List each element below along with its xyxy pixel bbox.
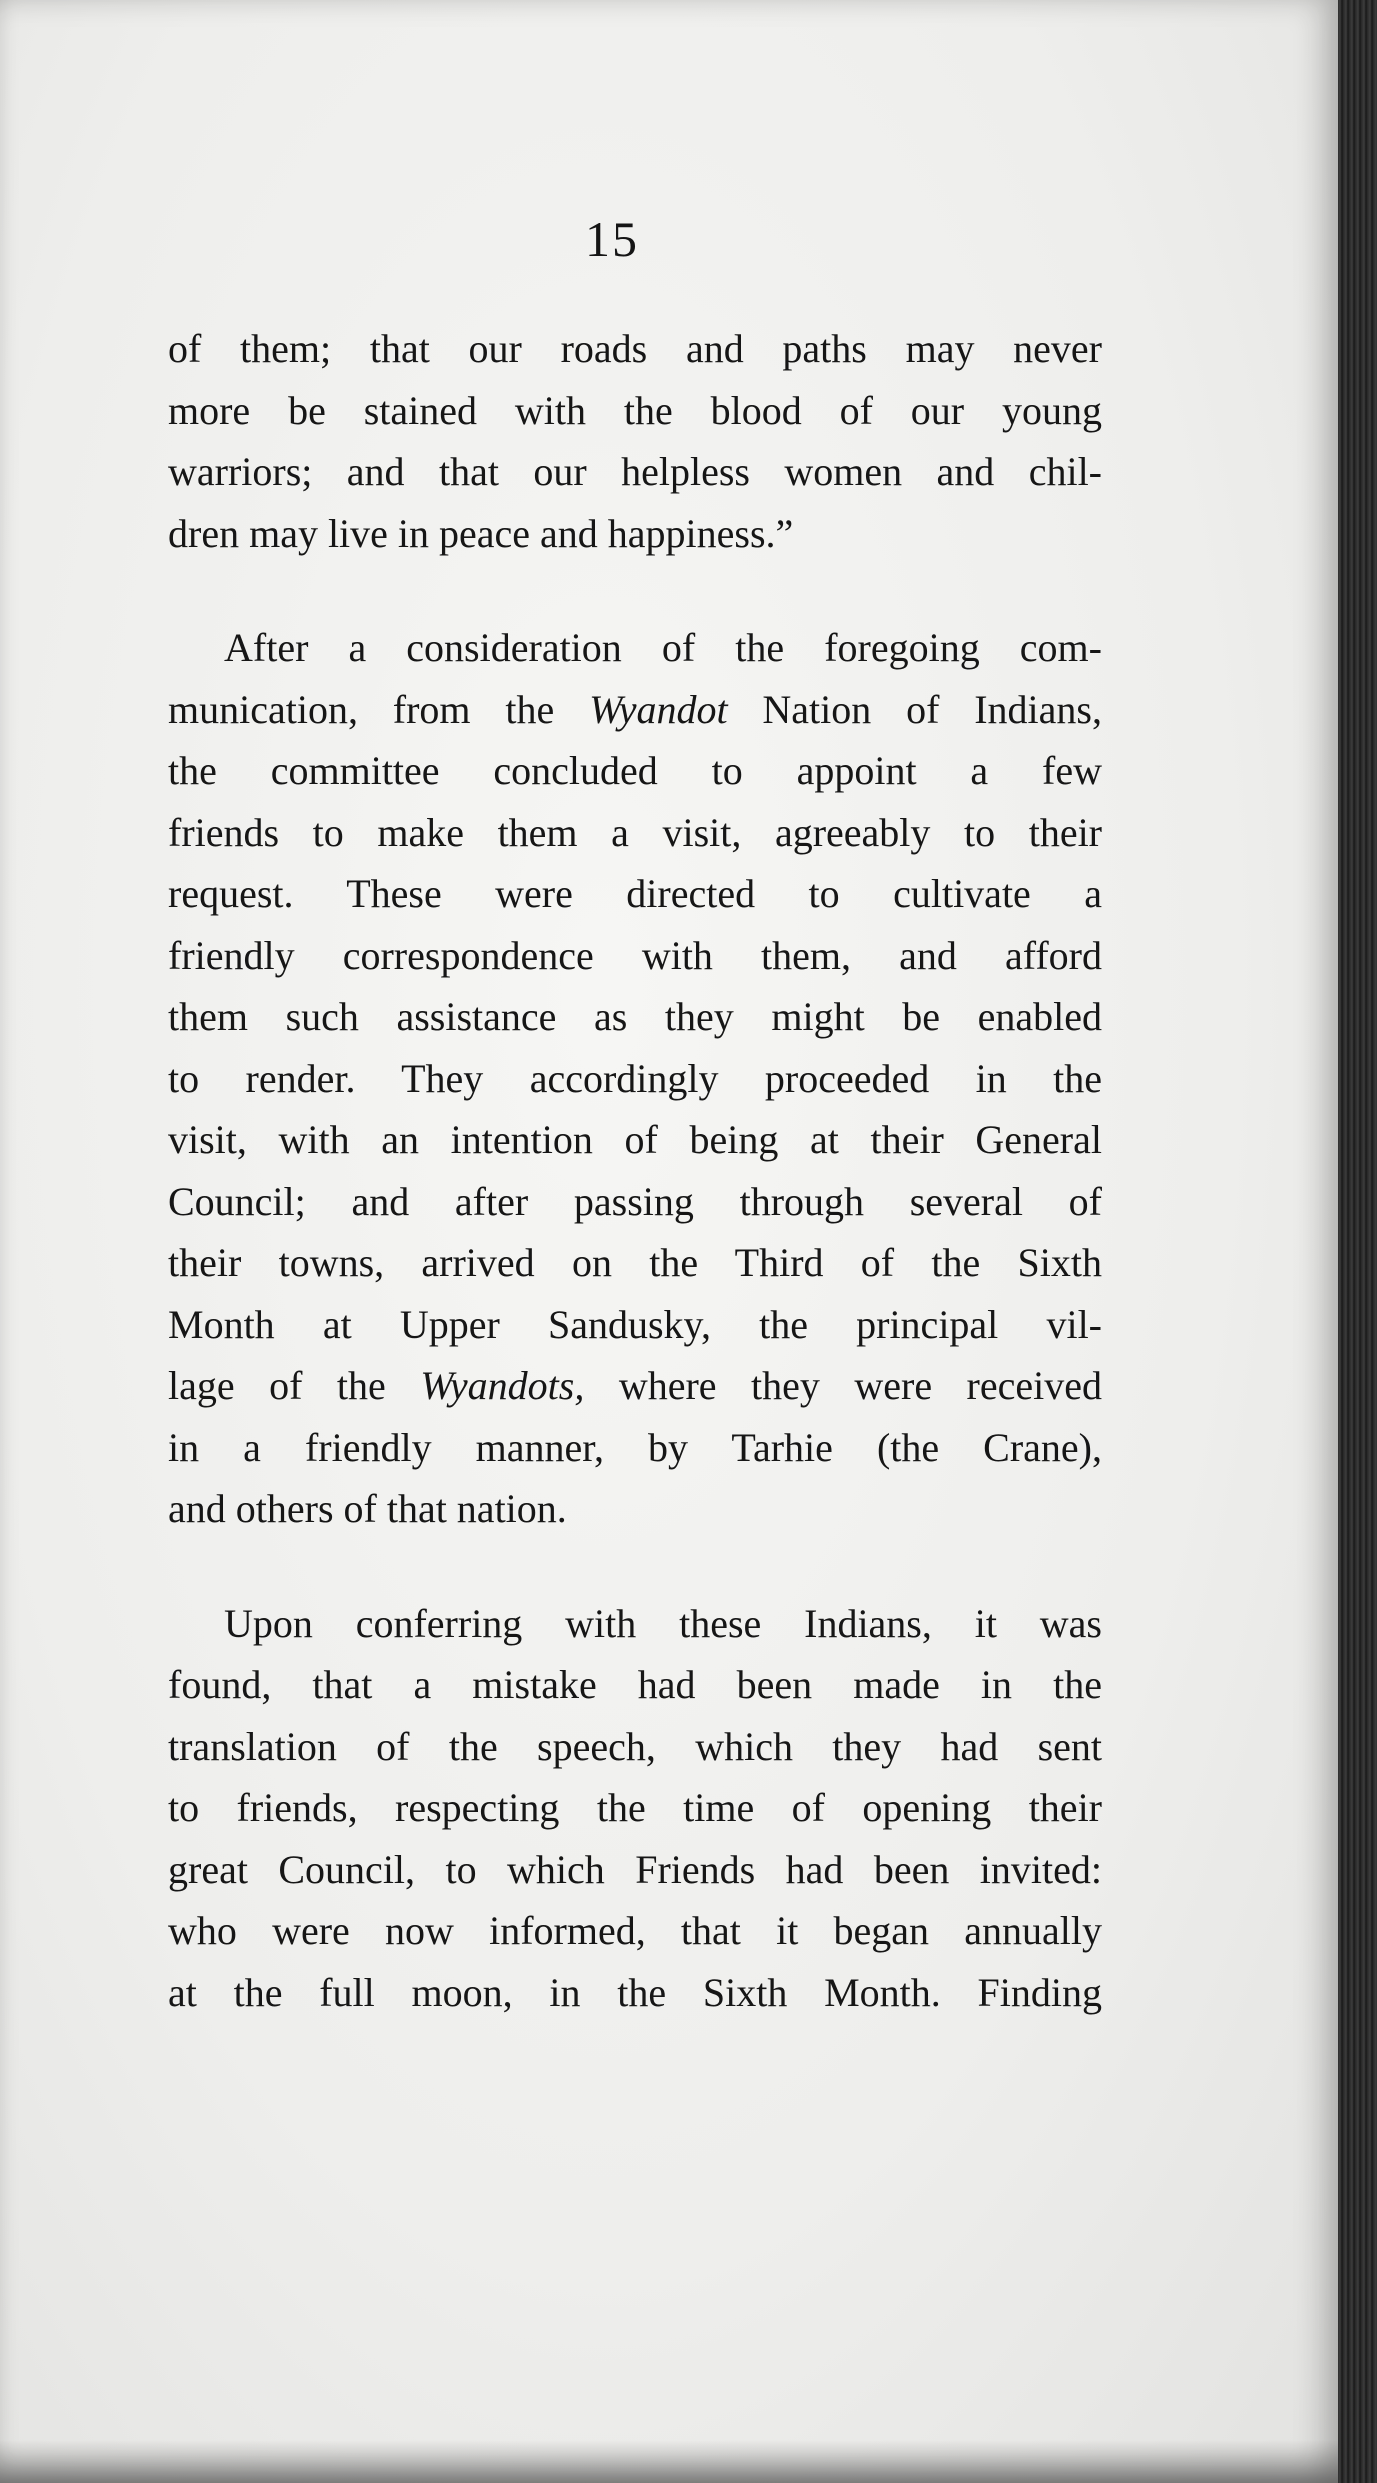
text-line: [168, 1900, 1102, 1962]
paragraph: [168, 318, 1102, 564]
text-line: [168, 1109, 1102, 1171]
text-line: [168, 441, 1102, 503]
text-run: at the full moon, in the Sixth Month. Finding: [168, 1969, 1102, 2015]
text-run: translation of the speech, which they had sent: [168, 1723, 1102, 1769]
text-line: [168, 1355, 1102, 1417]
paragraph: [168, 1593, 1102, 2024]
paragraph: [168, 617, 1102, 1540]
text-line: [168, 1171, 1102, 1233]
text-run: Upon conferring with these Indians, it was: [224, 1600, 1102, 1646]
text-run: Nation of Indians,: [727, 686, 1102, 732]
text-run: dren may live in peace and happiness.”: [168, 510, 794, 556]
text-line: [168, 986, 1102, 1048]
text-run: who were now informed, that it began annually: [168, 1908, 1102, 1953]
page-bottom-shadow: [0, 2440, 1338, 2483]
text-line: [168, 617, 1102, 679]
text-run: to friends, respecting the time of opening their: [168, 1785, 1102, 1830]
text-line: [168, 1777, 1102, 1839]
italic-word: Wyandots,: [420, 1363, 585, 1408]
text-line: [168, 1417, 1102, 1479]
text-run: more be stained with the blood of our young: [168, 387, 1102, 433]
text-run: to render. They accordingly proceeded in the: [168, 1055, 1102, 1101]
text-line: [168, 380, 1102, 442]
text-line: [168, 740, 1102, 802]
text-line: [168, 679, 1102, 741]
text-line: [168, 1232, 1102, 1294]
paragraph-gap: [168, 564, 1102, 617]
page-number: 15: [585, 211, 639, 267]
text-run: in a friendly manner, by Tarhie (the Crane),: [168, 1424, 1102, 1470]
text-line: [168, 1048, 1102, 1110]
text-run: great Council, to which Friends had been invited:: [168, 1846, 1102, 1892]
text-line: [168, 1716, 1102, 1778]
text-run: After a consideration of the foregoing com-: [224, 625, 1102, 670]
text-line: [168, 1593, 1102, 1655]
text-line: [168, 1478, 1102, 1540]
text-line: [168, 863, 1102, 925]
text-run: their towns, arrived on the Third of the Sixth: [168, 1240, 1102, 1285]
text-line: [168, 318, 1102, 380]
text-run: where they were received: [584, 1363, 1102, 1408]
text-run: warriors; and that our helpless women and chil-: [168, 449, 1102, 494]
italic-word: Wyandot: [589, 686, 728, 732]
text-run: the committee concluded to appoint a few: [168, 748, 1102, 793]
text-run: visit, with an intention of being at their General: [168, 1117, 1102, 1162]
paragraph-gap: [168, 1540, 1102, 1593]
text-run: friendly correspondence with them, and afford: [168, 932, 1102, 978]
text-run: request. These were directed to cultivate a: [168, 871, 1102, 916]
text-line: [168, 503, 1102, 565]
text-run: of them; that our roads and paths may never: [168, 326, 1102, 371]
text-line: [168, 1839, 1102, 1901]
text-run: lage of the: [168, 1363, 421, 1408]
book-edge: [1338, 0, 1377, 2483]
text-run: and others of that nation.: [168, 1486, 567, 1531]
text-line: [168, 1294, 1102, 1356]
text-line: [168, 1962, 1102, 2024]
text-run: found, that a mistake had been made in the: [168, 1662, 1102, 1707]
text-run: them such assistance as they might be enabled: [168, 994, 1102, 1039]
text-run: Council; and after passing through several of: [168, 1178, 1102, 1224]
text-line: [168, 802, 1102, 864]
text-line: [168, 925, 1102, 987]
body-text: [168, 318, 1102, 2023]
text-run: friends to make them a visit, agreeably to their: [168, 809, 1102, 855]
text-line: [168, 1654, 1102, 1716]
text-run: munication, from the: [168, 686, 590, 732]
text-run: Month at Upper Sandusky, the principal vil-: [168, 1301, 1102, 1347]
